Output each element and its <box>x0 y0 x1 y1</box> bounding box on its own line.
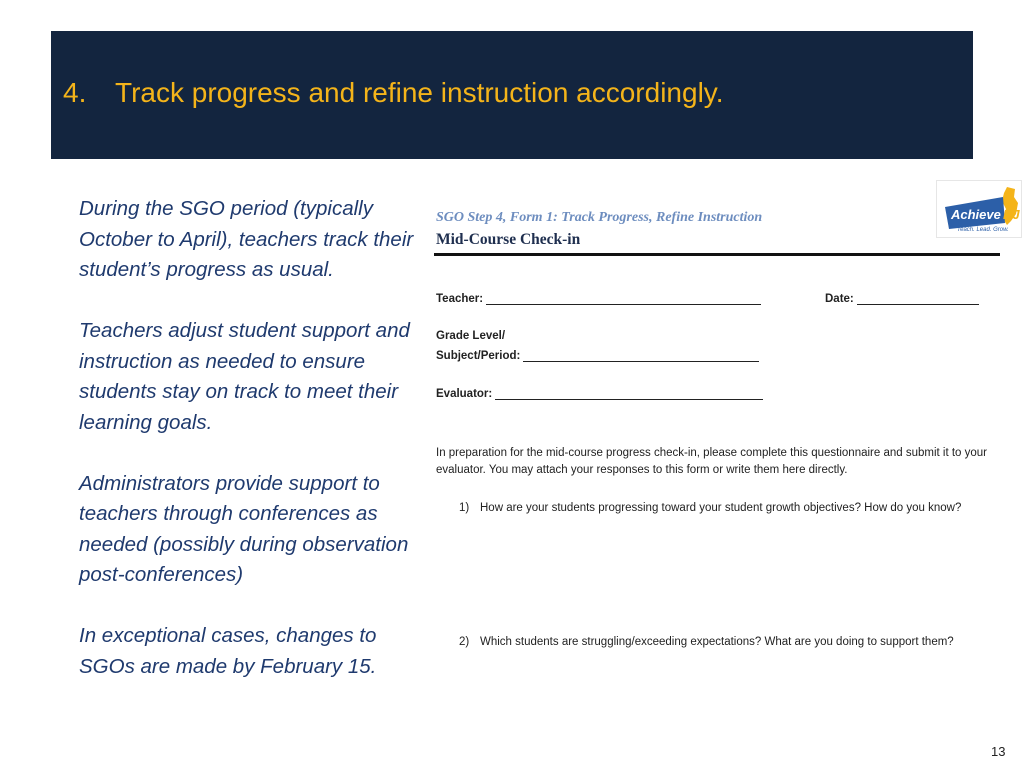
body-paragraph-3: Administrators provide support to teachers through conferences as needed (possibly during observation post-conferences) <box>79 471 409 586</box>
question-2-text: Which students are struggling/exceeding expectations? What are you doing to support them? <box>480 636 954 648</box>
svg-text:NJ: NJ <box>1003 207 1020 222</box>
question-1 <box>459 502 961 514</box>
teacher-label: Teacher: <box>436 293 484 305</box>
body-text-column <box>79 194 419 713</box>
svg-text:Teach. Lead. Grow.: Teach. Lead. Grow. <box>957 227 1009 233</box>
subject-period-line <box>523 349 759 362</box>
evaluator-field <box>436 387 763 400</box>
slide-title <box>63 77 724 109</box>
title-bar <box>51 31 973 159</box>
page-number: 13 <box>991 744 1006 759</box>
slide-title-text: Track progress and refine instruction accordingly. <box>115 77 724 108</box>
form-step-label: SGO Step 4, Form 1: Track Progress, Refine Instruction <box>436 210 763 225</box>
form-heading: Mid-Course Check-in <box>436 231 581 248</box>
teacher-field <box>436 292 761 305</box>
achievenj-logo-icon <box>937 181 1021 237</box>
body-paragraph-4: In exceptional cases, changes to SGOs are made by February 15. <box>79 624 377 678</box>
question-1-number: 1) <box>459 502 470 514</box>
svg-text:Achieve: Achieve <box>951 207 1001 222</box>
subject-period-field <box>436 349 759 362</box>
date-line <box>857 292 979 305</box>
evaluator-line <box>495 387 763 400</box>
achievenj-logo <box>936 180 1022 238</box>
question-2-number: 2) <box>459 636 470 648</box>
form-image <box>430 180 1020 680</box>
body-paragraph-1: During the SGO period (typically October to April), teachers track their student’s progress as usual. <box>79 197 414 281</box>
body-paragraph-2: Teachers adjust student support and instruction as needed to ensure students stay on track to meet their learning goals. <box>79 319 410 434</box>
evaluator-label: Evaluator: <box>436 388 493 400</box>
subject-period-label: Subject/Period: <box>436 350 521 362</box>
question-1-text: How are your students progressing toward your student growth objectives? How do you know? <box>480 502 962 514</box>
grade-level-label: Grade Level/ <box>436 330 506 342</box>
form-divider <box>434 253 1000 256</box>
slide-title-number: 4. <box>63 77 87 108</box>
teacher-line <box>486 292 761 305</box>
date-field <box>825 292 979 305</box>
question-2 <box>459 636 954 648</box>
date-label: Date: <box>825 293 854 305</box>
form-instructions: In preparation for the mid-course progress check-in, please complete this questionnaire and submit it to your evaluator. You may attach your responses to this form or write them here directly. <box>436 447 988 476</box>
